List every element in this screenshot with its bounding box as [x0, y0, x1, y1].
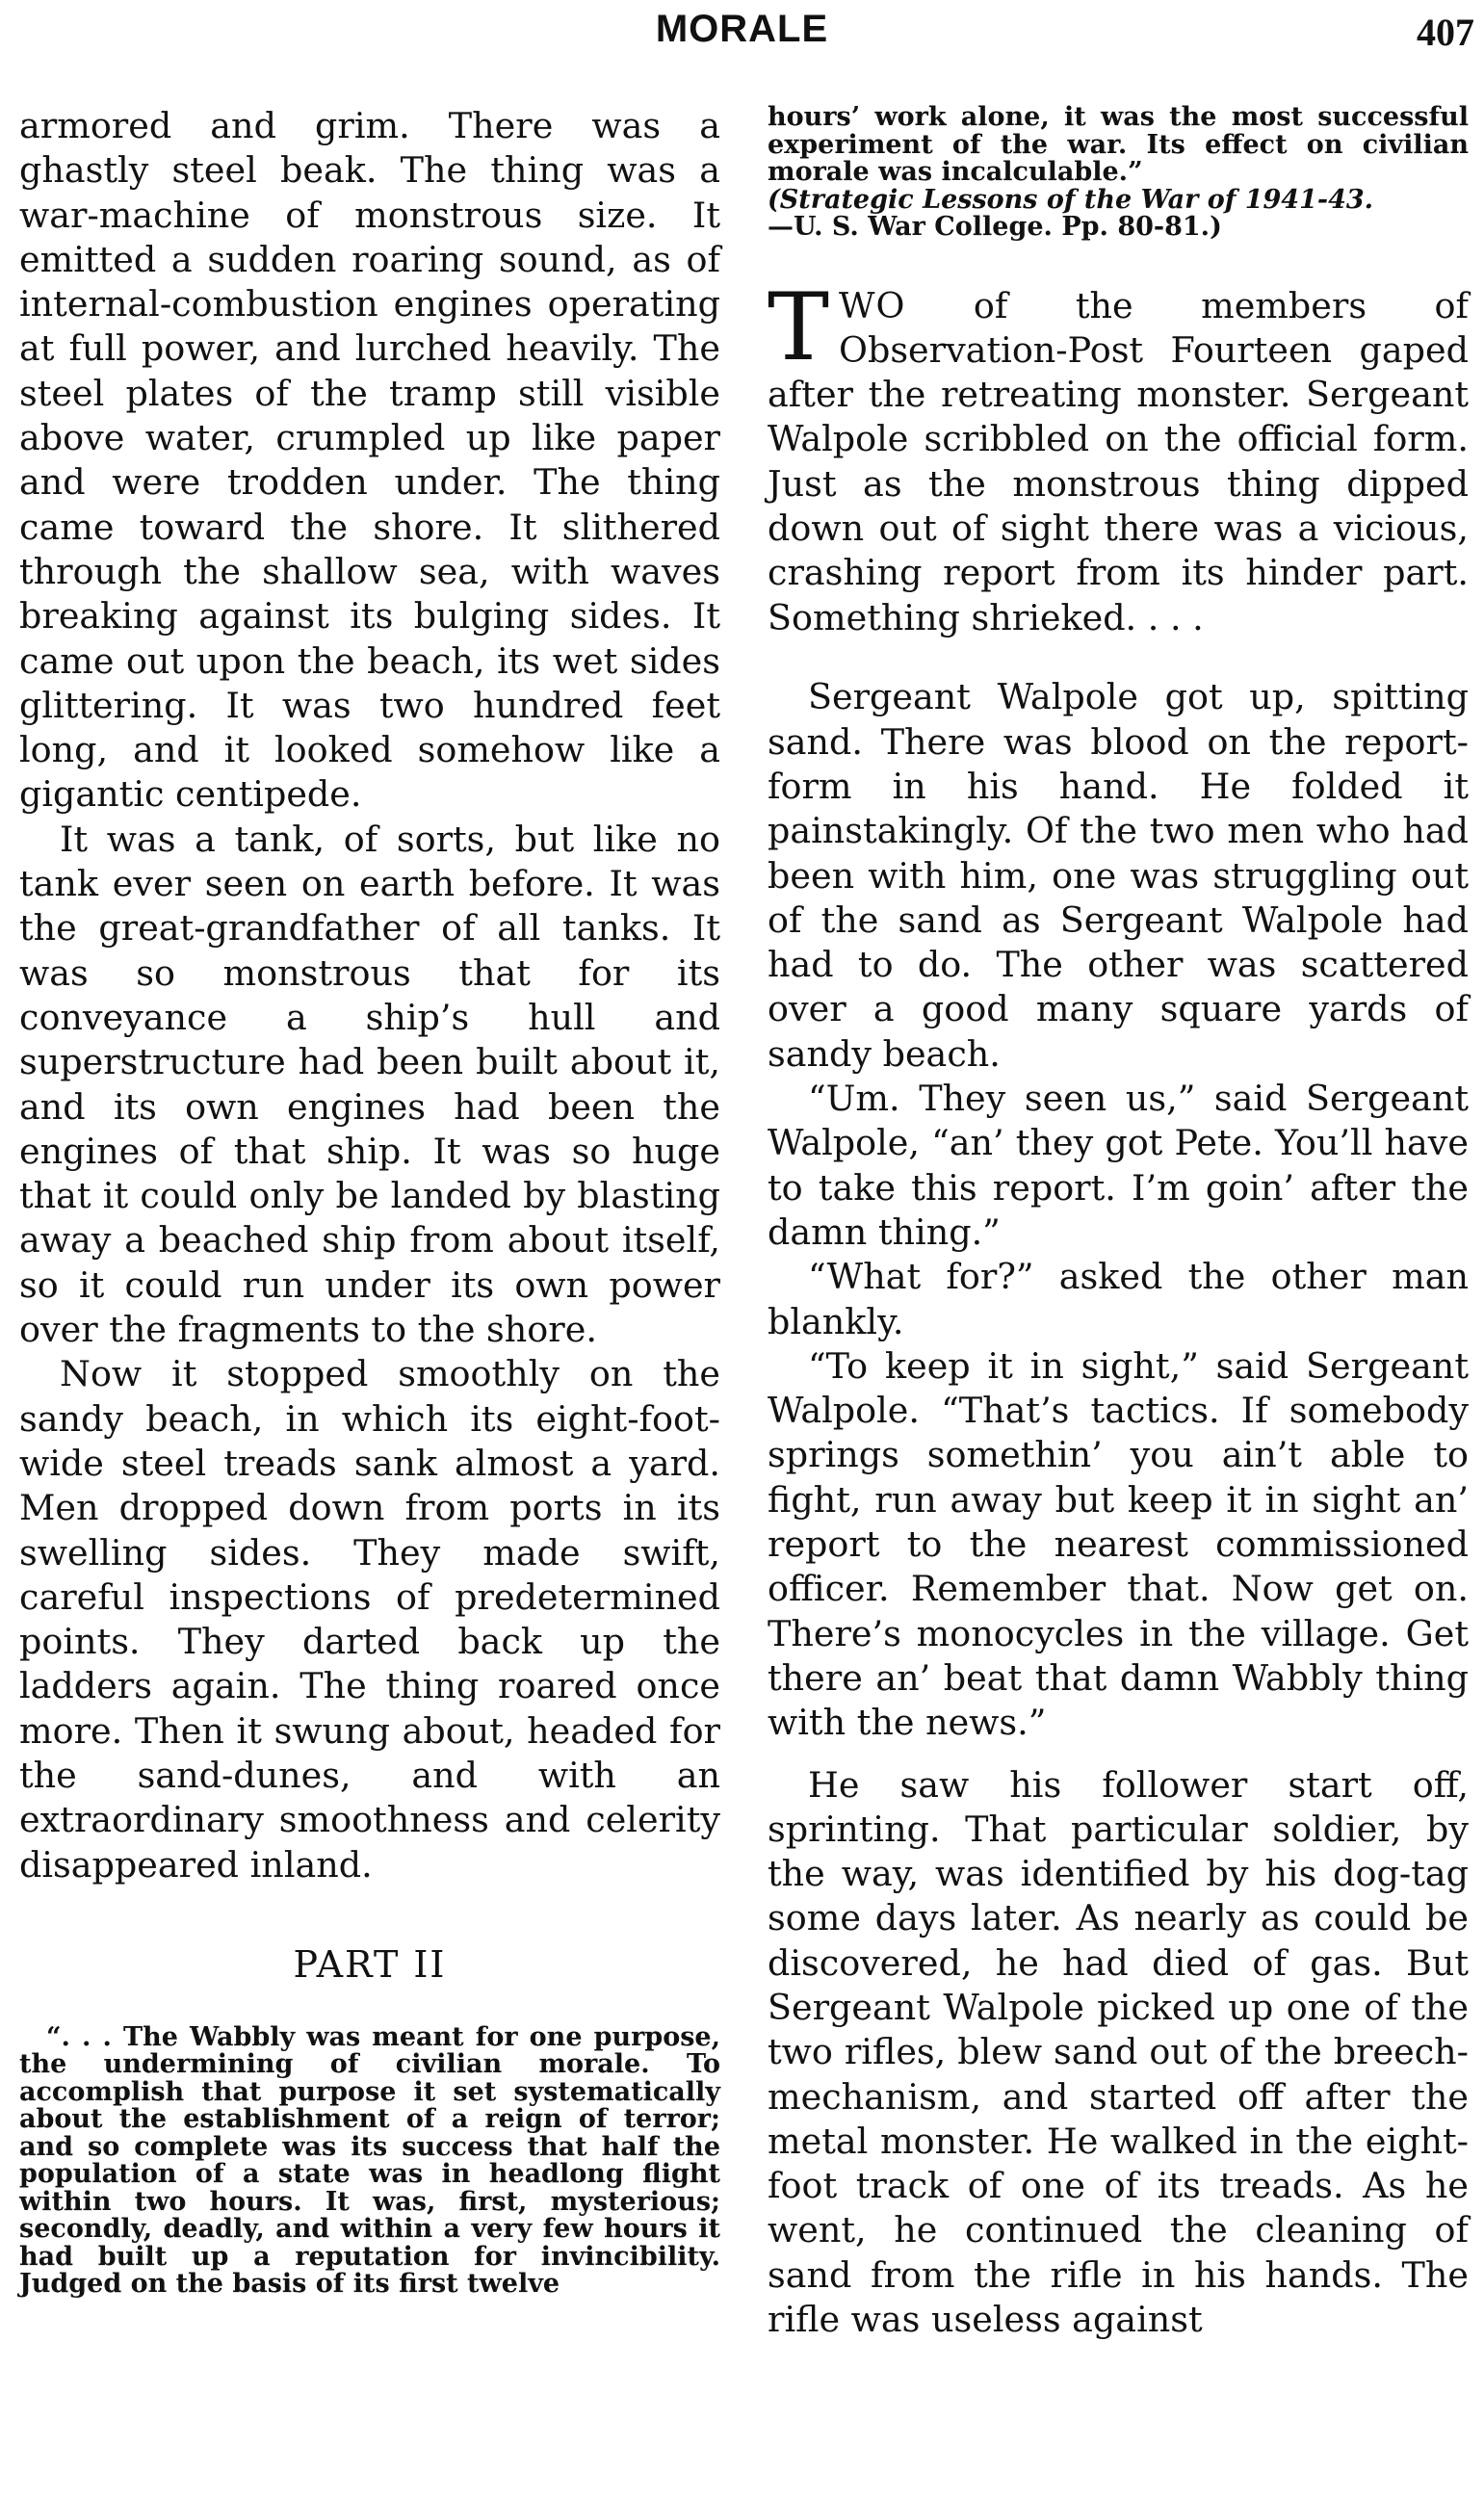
epigraph-source-title: (Strategic Lessons of the War of 1941-43.	[768, 184, 1374, 215]
epigraph-quote-text: hours’ work alone, it was the most successful experiment of the war. Its effect on civilian morale was incalculable.”	[768, 102, 1469, 187]
lead-caps: WO	[839, 284, 906, 326]
right-column	[768, 104, 1469, 2342]
body-paragraph: “What for?” asked the other man blankly.	[768, 1256, 1469, 1342]
epigraph-quote: “. . . The Wabbly was meant for one purpose, the undermining of civilian morale. To accomplish that purpose it set systematically about the establishment of a reign of terror; and so complete was its success that half the population of a state was in headlong flight within two hours. It was, first, mysterious; secondly, deadly, and within a very few hours it had built up a reputation for invincibility. Judged on the basis of its first twelve	[19, 2021, 720, 2300]
running-title: MORALE	[655, 8, 829, 50]
epigraph-source-author: —U. S. War College. Pp. 80-81.)	[768, 212, 1222, 242]
body-paragraph: “To keep it in sight,” said Sergeant Walpole. “That’s tactics. If somebody springs somethin’ you ain’t able to fight, run away but keep it in sight an’ report to the nearest commissioned officer. Remember that. Now get on. There’s monocycles in the village. Get there an’ beat that damn Wabbly thing with the news.”	[768, 1344, 1469, 1744]
body-paragraph: armored and grim. There was a ghastly steel beak. The thing was a war-machine of monstrous size. It emitted a sudden roaring sound, as of internal-combustion engines operating at full power, and lurched heavily. The steel plates of the tramp still visible above water, crumpled up like paper and were trodden under. The thing came toward the shore. It slithered through the shallow sea, with waves breaking against its bulging sides. It came out upon the beach, its wet sides glittering. It was two hundred feet long, and it looked somehow like a gigantic centipede.	[19, 105, 720, 816]
body-paragraph: Now it stopped smoothly on the sandy beach, in which its eight-foot-wide steel treads sank almost a yard. Men dropped down from ports in its swelling sides. They made swift, careful inspections of predetermined points. They darted back up the ladders again. The thing roared once more. Then it swung about, headed for the sand-dunes, and with an extraordinary smoothness and celerity disappeared inland.	[19, 1353, 720, 1886]
opening-text: of the members of Observation-Post Fourteen gaped after the retreating monster. Sergeant Walpole scribbled on the official form. Just as the monstrous thing dipped down out of sight there was a vicious, crashing report from its hinder part. Something shrieked. . . .	[768, 284, 1469, 638]
part-heading: PART II	[293, 1942, 447, 1986]
opening-paragraph	[768, 273, 1469, 640]
page-header	[0, 0, 1484, 77]
body-paragraph: “Um. They seen us,” said Sergeant Walpole, “an’ they got Pete. You’ll have to take this report. I’m goin’ after the damn thing.”	[768, 1078, 1469, 1253]
page-number: 407	[1417, 11, 1474, 54]
body-paragraph: He saw his follower start off, sprinting. That particular soldier, by the way, was identified by his dog-tag some days later. As nearly as could be discovered, he had died of gas. But Sergeant Walpole picked up one of the two rifles, blew sand out of the breech-mechanism, and started off after the metal monster. He walked in the eight-foot track of one of its treads. As he went, he continued the cleaning of sand from the rifle in his hands. The rifle was useless against	[768, 1763, 1469, 2341]
left-column	[19, 104, 720, 2299]
epigraph-quote-continued	[768, 104, 1469, 242]
body-paragraph: Sergeant Walpole got up, spitting sand. There was blood on the report-form in his hand. He folded it painstakingly. Of the two men who had been with him, one was struggling out of the sand as Sergeant Walpole had had to do. The other was scattered over a good many square yards of sandy beach.	[768, 676, 1469, 1075]
drop-cap: T	[768, 273, 830, 381]
body-paragraph: It was a tank, of sorts, but like no tank ever seen on earth before. It was the great-grandfather of all tanks. It was so monstrous that for its conveyance a ship’s hull and superstructure had been built about it, and its own engines had been the engines of that ship. It was so huge that it could only be landed by blasting away a beached ship from about itself, so it could run under its own power over the fragments to the shore.	[19, 818, 720, 1351]
